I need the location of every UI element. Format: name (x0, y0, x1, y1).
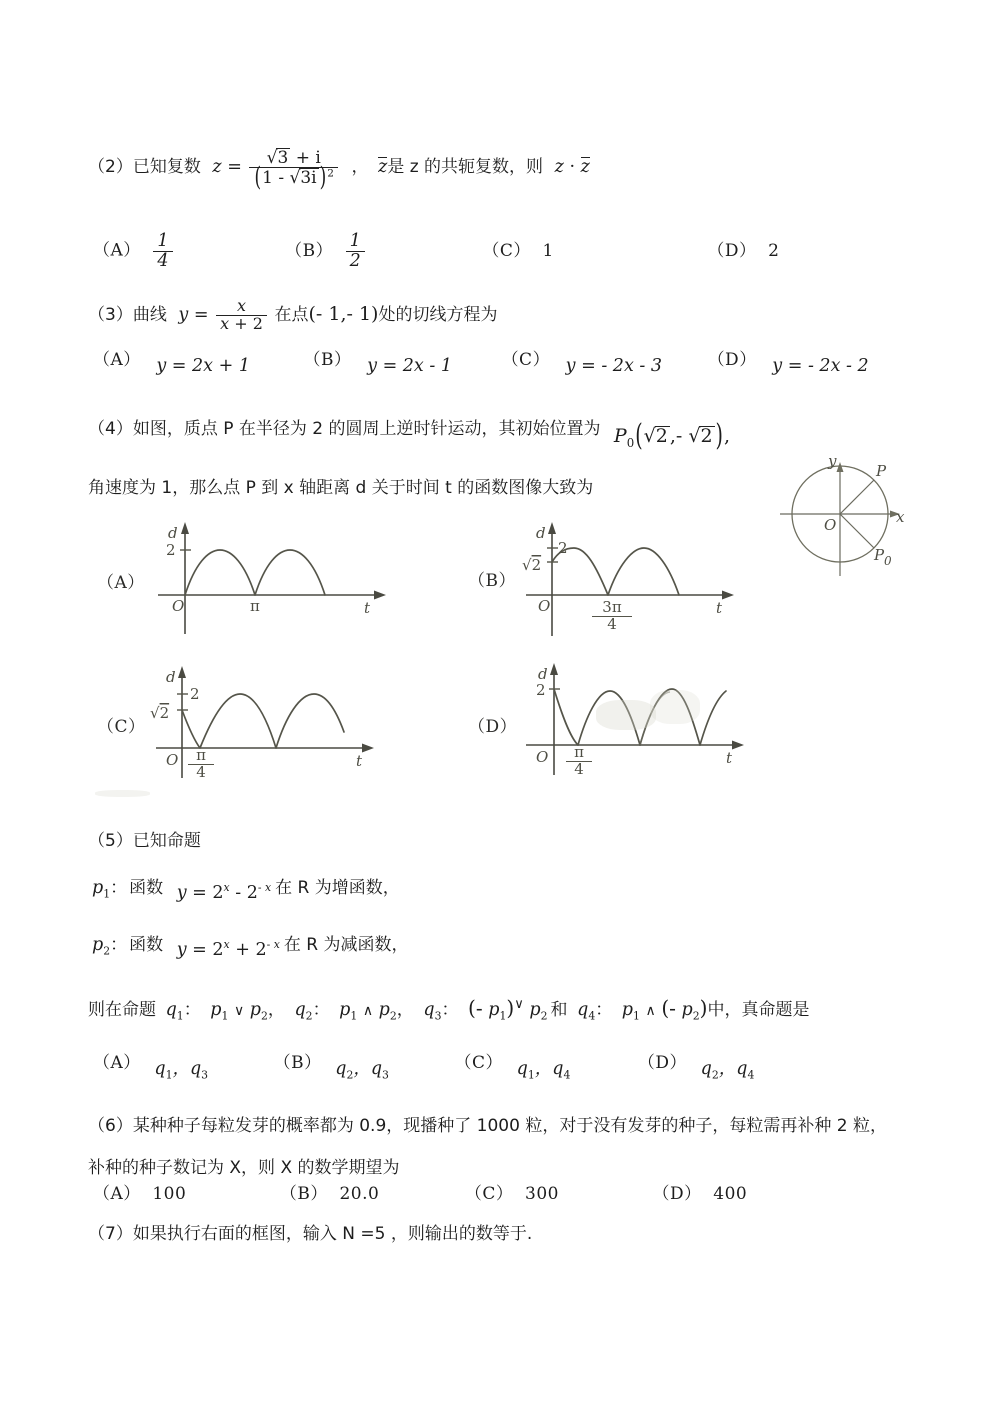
question-2-stem-middle: 是 z 的共轭复数，则 (387, 157, 544, 178)
p2-formula: $y = 2^x + 2^{- x}$ (176, 938, 280, 960)
graph-b-xtick (592, 600, 632, 633)
compound-q1: $q_1$ (165, 1000, 184, 1023)
graph-b-xlabel: t (716, 599, 723, 617)
q2-option-b-num: 1 (349, 231, 361, 251)
p1-formula: $y = 2^x - 2^{- x}$ (176, 881, 272, 903)
p1-name: p (92, 877, 104, 898)
question-4-text-line1: 如图，质点 P 在半径为 2 的圆周上逆时针运动，其初始位置为 (132, 419, 601, 439)
q6-option-d-value: 400 (713, 1184, 748, 1204)
q2-option-a-label[interactable]: （A） (93, 240, 141, 261)
question-2-stem (88, 148, 590, 194)
q2-option-a-den: 4 (153, 251, 172, 271)
question-2-comma: ， (351, 157, 369, 178)
q2-option-d-label[interactable]: （D） (707, 240, 757, 261)
proposition-p1 (92, 877, 400, 903)
circle-x-axis-label: x (896, 508, 905, 526)
question-5-options (93, 1053, 755, 1082)
question-5-compound-line: 则在命题 $q_1$： $p_1$ ∨ $p_2$， $q_2$： $p_1$ ∧ $p_2$， $q_3$： (- $p_1)^\vee$ $p_2$ 和 $q_4$： $p_1$ ∧ (- $p_2$)中，真命题是 (88, 996, 810, 1023)
q5-option-c-value: $q_1$，$q_4$ (516, 1059, 571, 1082)
formula-numerator: √3 + i (266, 148, 321, 168)
q3-option-c-label[interactable]: （C） (501, 350, 551, 370)
proposition-p2 (92, 934, 409, 960)
question-6-line1 (88, 1118, 887, 1135)
circle-y-axis-label: y (828, 452, 837, 470)
graph-b-option-label: （B） (468, 571, 516, 591)
graph-b-ytick-top: 2 (558, 539, 568, 557)
question-3-stem (88, 298, 497, 333)
question-3-stem-middle: 在点 (274, 304, 309, 325)
question-3-stem-tail: 处的切线方程为 (378, 304, 498, 325)
formula-denominator: (1 - √3i )$^2$ (249, 167, 337, 187)
graph-a-xlabel: t (364, 599, 371, 617)
graph-a-ytick: 2 (166, 541, 176, 559)
q5-option-b-value: $q_2$，$q_3$ (335, 1059, 389, 1082)
question-3-point: (- 1,- 1) (308, 302, 379, 325)
p2-word: 函数 (129, 934, 164, 955)
graph-c-option-label: （C） (97, 717, 146, 737)
question-2-number: （2） (88, 157, 133, 178)
scan-smudge-2 (650, 690, 700, 724)
conjugate-symbol: z (378, 157, 388, 178)
compound-prefix: 则在命题 (88, 1000, 156, 1020)
circle-point-p0-label: P (874, 546, 885, 564)
curve-denominator: x + 2 (216, 315, 267, 333)
graph-a-xtick: π (250, 597, 260, 615)
question-3-options (93, 350, 869, 376)
q2-option-c-value: 1 (542, 240, 554, 261)
graph-c-ytick-top: 2 (190, 685, 200, 703)
p2-colon: ： (110, 934, 128, 955)
question-6-text-line1: 某种种子每粒发芽的概率都为 0.9，现播种了 1000 粒，对于没有发芽的种子，每粒需再补种 2 粒， (132, 1116, 887, 1136)
question-6-line2: 补种的种子数记为 X，则 X 的数学期望为 (88, 1158, 400, 1178)
question-2-formula: z = $\frac{√3 + i}{(1 - √3i )^2}$ (212, 157, 345, 177)
p1-sub: 1 (103, 887, 111, 901)
q6-option-d-label[interactable]: （D） (652, 1184, 702, 1204)
q6-option-b-label[interactable]: （B） (279, 1184, 328, 1204)
graph-c-xlabel: t (356, 752, 363, 770)
question-7-number: （7） (88, 1224, 133, 1244)
circle-point-p0-subscript: 0 (884, 554, 892, 568)
question-2-stem-prefix: 已知复数 (132, 157, 201, 178)
q5-option-d-value: $q_2$，$q_4$ (700, 1059, 755, 1082)
graph-d-option-label: （D） (468, 717, 518, 737)
curve-numerator: x (237, 296, 247, 315)
q2-option-a-num: 1 (157, 231, 169, 251)
graph-d-xlabel: t (726, 749, 733, 767)
p1-word: 函数 (129, 877, 164, 898)
graph-b-figure (520, 512, 760, 642)
q3-option-a-value: y = 2x + 1 (156, 356, 250, 376)
question-3-number: （3） (88, 304, 133, 325)
question-5-number: （5） (88, 831, 133, 851)
compound-q3: $q_3$ (423, 1000, 442, 1023)
graph-d-origin: O (536, 748, 549, 766)
question-7-text: 如果执行右面的框图，输入 N =5 ，则输出的数等于. (132, 1224, 533, 1244)
p2-sub: 2 (103, 944, 111, 958)
graph-a-ylabel: d (168, 524, 178, 542)
q3-option-b-label[interactable]: （B） (303, 350, 352, 370)
graph-d-xtick-num: π (574, 743, 584, 761)
p2-name: p (92, 934, 104, 955)
p1-tail: 在 R 为增函数， (275, 877, 400, 898)
q3-option-d-label[interactable]: （D） (707, 350, 757, 370)
question-5-stem-text: 已知命题 (132, 831, 201, 851)
graph-c-xtick-num: π (196, 746, 206, 764)
graph-b-ytick-low: √2 (522, 556, 542, 574)
question-7-line (88, 1226, 532, 1243)
q6-option-b-value: 20.0 (339, 1184, 380, 1204)
question-4-line2: 角速度为 1，那么点 P 到 x 轴距离 d 关于时间 t 的函数图像大致为 (88, 478, 594, 498)
graph-a-origin: O (172, 597, 185, 615)
scan-smudge-3 (95, 790, 150, 797)
question-4-number: （4） (88, 419, 133, 439)
question-6-number: （6） (88, 1116, 133, 1136)
q5-option-a-label[interactable]: （A） (93, 1053, 141, 1073)
p2-tail: 在 R 为减函数， (283, 934, 409, 955)
graph-b-xtick-num: 3π (602, 598, 622, 616)
q6-option-c-label[interactable]: （C） (464, 1184, 514, 1204)
scan-smudge (596, 700, 656, 730)
q6-option-c-value: 300 (525, 1184, 559, 1204)
q2-option-b-label[interactable]: （B） (285, 240, 334, 261)
circle-point-p-label: P (876, 462, 887, 480)
graph-c-ylabel: d (166, 668, 176, 686)
graph-d-ytick: 2 (536, 681, 546, 699)
q2-option-d-value: 2 (768, 240, 780, 261)
graph-d-ylabel: d (538, 665, 548, 683)
graph-c-xtick (188, 748, 214, 781)
circle-diagram-figure (778, 442, 908, 582)
graph-a-option-label: （A） (97, 573, 145, 593)
compound-tail: 中，真命题是 (707, 1000, 810, 1020)
graph-c-xtick-den: 4 (188, 764, 214, 781)
compound-q2: $q_2$ (294, 1000, 313, 1023)
q6-option-a-label[interactable]: （A） (93, 1184, 141, 1204)
graph-b-ylabel: d (536, 524, 546, 542)
graph-c-ytick-low: √2 (150, 704, 170, 722)
question-4-initial-point: $P_0(√2$ ,- √2 ), (613, 418, 731, 453)
q3-option-d-value: y = - 2x - 2 (772, 356, 869, 376)
graph-a-figure (150, 512, 410, 637)
q3-option-a-label[interactable]: （A） (93, 350, 141, 370)
graph-b-xtick-den: 4 (592, 616, 632, 633)
q3-option-c-value: y = - 2x - 3 (565, 356, 662, 376)
q3-option-b-value: y = 2x - 1 (367, 356, 452, 376)
question-2-options (93, 232, 779, 270)
q6-option-a-value: 100 (152, 1184, 187, 1204)
q5-option-a-value: $q_1$，$q_3$ (154, 1059, 209, 1082)
question-2-stem-tail: z · z (554, 157, 590, 178)
question-6-options (93, 1186, 747, 1204)
p1-colon: ： (110, 877, 128, 898)
q5-option-c-label[interactable]: （C） (454, 1053, 504, 1073)
compound-q4: $q_4$ (577, 1000, 596, 1023)
graph-d-xtick (566, 745, 592, 778)
question-3-curve: y = $\frac{x}{x + 2}$ (178, 305, 274, 325)
question-4-line1 (88, 418, 731, 453)
graph-c-origin: O (166, 751, 179, 769)
question-3-stem-prefix: 曲线 (132, 304, 167, 325)
q2-option-c-label[interactable]: （C） (482, 240, 531, 261)
question-5-stem (88, 833, 201, 850)
graph-b-origin: O (538, 597, 551, 615)
q2-option-b-den: 2 (346, 251, 365, 271)
graph-d-xtick-den: 4 (566, 761, 592, 778)
q5-option-d-label[interactable]: （D） (637, 1053, 688, 1073)
q5-option-b-label[interactable]: （B） (273, 1053, 322, 1073)
circle-origin-label: O (824, 516, 837, 534)
